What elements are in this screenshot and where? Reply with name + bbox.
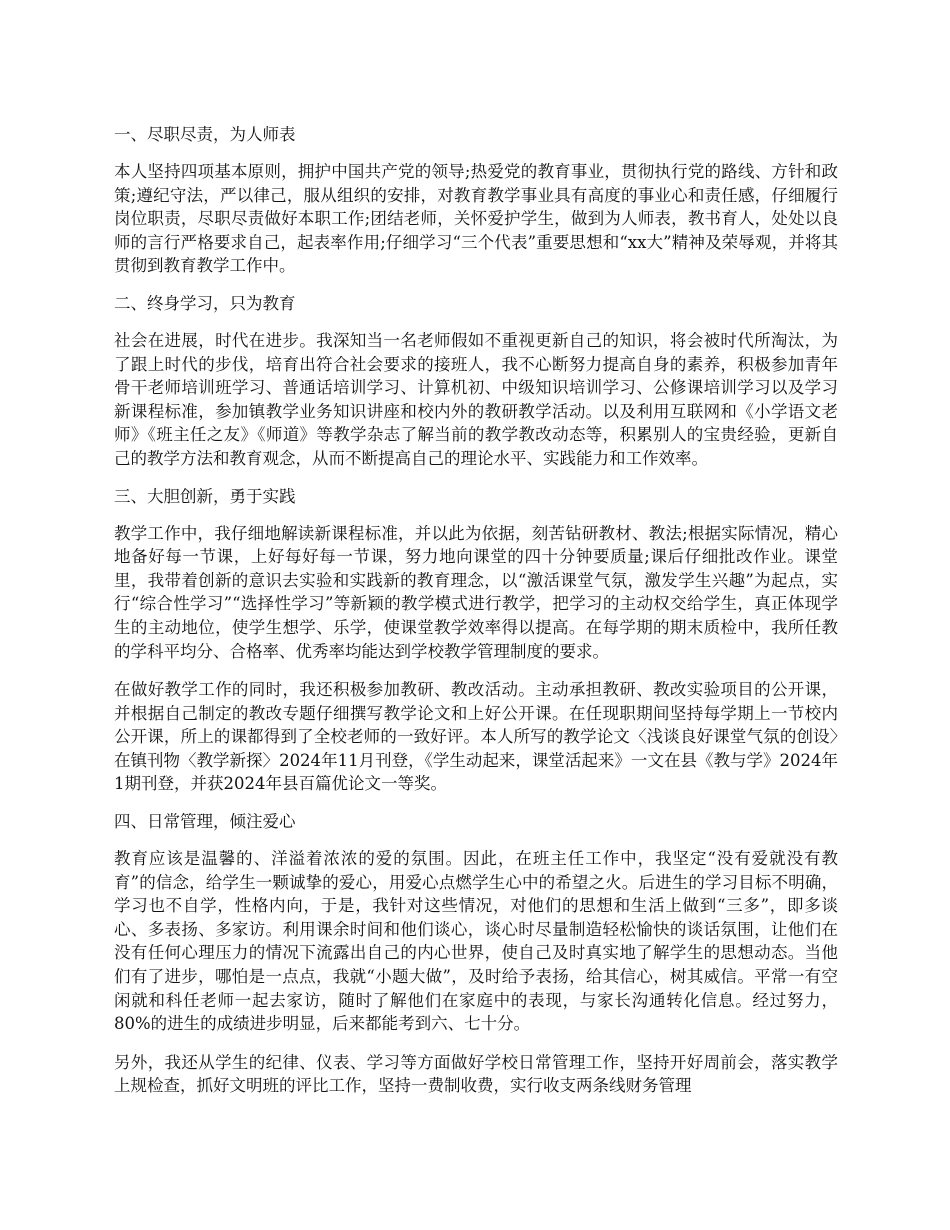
section-heading-3: 三、大胆创新，勇于实践: [114, 486, 296, 506]
paragraph: 另外，我还从学生的纪律、仪表、学习等方面做好学校日常管理工作，坚持开好周前会，落实教学上规检查，抓好文明班的评比工作，坚持一费制收费，实行收支两条线财务管理: [114, 1052, 838, 1096]
paragraph: 社会在进展，时代在进步。我深知当一名老师假如不重视更新自己的知识，将会被时代所淘汰，为了跟上时代的步伐，培育出符合社会要求的接班人，我不心断努力提高自身的素养，积极参加青年骨干老师培训班学习、普通话培训学习、计算机初、中级知识培训学习、公修课培训学习以及学习新课程标准，参加镇教学业务知识讲座和校内外的教研教学活动。以及利用互联网和《小学语文老师》《班主任之友》《师道》等教学杂志了解当前的教学教改动态等，积累别人的宝贵经验，更新自己的教学方法和教育观念，从而不断提高自己的理论水平、实践能力和工作效率。: [114, 330, 838, 468]
paragraph: 在做好教学工作的同时，我还积极参加教研、教改活动。主动承担教研、教改实验项目的公开课，并根据自己制定的教改专题仔细撰写教学论文和上好公开课。在任现职期间坚持每学期上一节校内公开课，所上的课都得到了全校老师的一致好评。本人所写的教学论文〈浅谈良好课堂气氛的创设〉在镇刊物〈教学新探〉2024年11月刊登，《学生动起来，课堂活起来》一文在县《教与学》2024年1期刊登，并获2024年县百篇优论文一等奖。: [114, 680, 838, 794]
document-page: [114, 124, 838, 1113]
section-heading-2: 二、终身学习，只为教育: [114, 293, 296, 313]
section-heading-4: 四、日常管理，倾注爱心: [114, 812, 296, 832]
paragraph: 教学工作中，我仔细地解读新课程标准，并以此为依据，刻苦钻研教材、教法;根据实际情况，精心地备好每一节课，上好每好每一节课，努力地向课堂的四十分钟要质量;课后仔细批改作业。课堂里，我带着创新的意识去实验和实践新的教育理念，以“激活课堂气氛，激发学生兴趣”为起点，实行“综合性学习”“选择性学习”等新颖的教学模式进行教学，把学习的主动权交给学生，真正体现学生的主动地位，使学生想学、乐学，使课堂教学效率得以提高。在每学期的期末质检中，我所任教的学科平均分、合格率、优秀率均能达到学校教学管理制度的要求。: [114, 523, 838, 661]
paragraph: 教育应该是温馨的、洋溢着浓浓的爱的氛围。因此，在班主任工作中，我坚定“没有爱就没有教育”的信念，给学生一颗诚挚的爱心，用爱心点燃学生心中的希望之火。后进生的学习目标不明确，学习也不自学，性格内向，于是，我针对这些情况，对他们的思想和生活上做到“三多”，即多谈心、多表扬、多家访。利用课余时间和他们谈心，谈心时尽量制造轻松愉快的谈话氛围，让他们在没有任何心理压力的情况下流露出自己的内心世界，使自己及时真实地了解学生的思想动态。当他们有了进步，哪怕是一点点，我就“小题大做”，及时给予表扬，给其信心，树其威信。平常一有空闲就和科任老师一起去家访，随时了解他们在家庭中的表现，与家长沟通转化信息。经过努力，80%的进生的成绩进步明显，后来都能考到六、七十分。: [114, 849, 838, 1034]
paragraph: 本人坚持四项基本原则，拥护中国共产党的领导;热爱党的教育事业，贯彻执行党的路线、方针和政策;遵纪守法，严以律己，服从组织的安排，对教育教学事业具有高度的事业心和责任感，仔细履行岗位职责，尽职尽责做好本职工作;团结老师，关怀爱护学生，做到为人师表，教书育人，处处以良师的言行严格要求自己，起表率作用;仔细学习“三个代表”重要思想和“xx大”精神及荣辱观，并将其贯彻到教育教学工作中。: [114, 162, 838, 276]
section-heading-1: 一、尽职尽责，为人师表: [114, 125, 296, 144]
